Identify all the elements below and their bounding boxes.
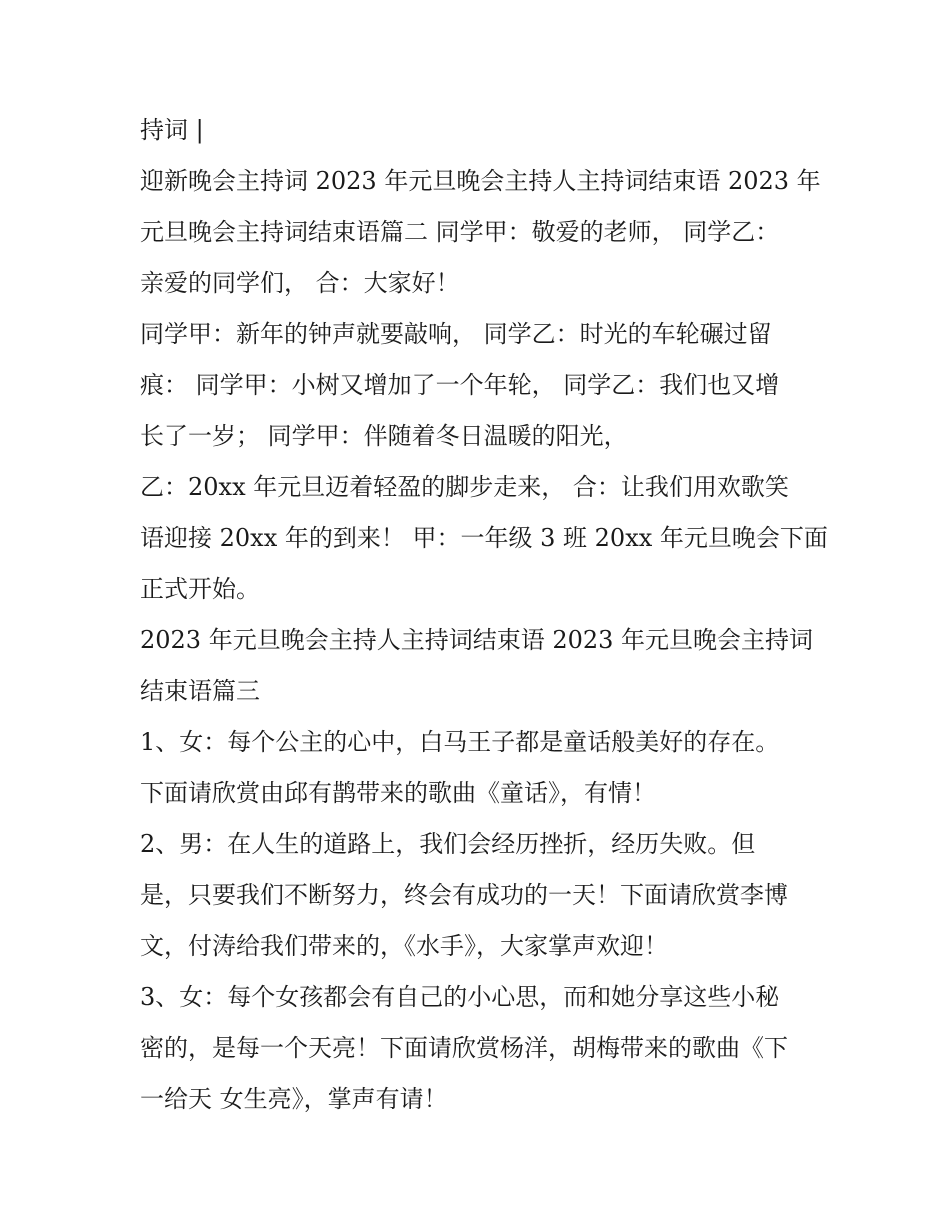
text-line: 是，只要我们不断努力，终会有成功的一天！下面请欣赏李博 <box>140 881 788 909</box>
paragraph-8 <box>140 972 830 1125</box>
paragraph-5 <box>140 615 830 717</box>
text-line: 亲爱的同学们， 合：大家好！ <box>140 269 460 297</box>
text-line: 结束语篇三 <box>140 677 260 705</box>
text-line: 密的，是每一个天亮！下面请欣赏杨洋，胡梅带来的歌曲《下 <box>140 1034 788 1062</box>
paragraph-7 <box>140 819 830 972</box>
paragraph-1 <box>140 105 830 156</box>
paragraph-2 <box>140 156 830 309</box>
document-body <box>140 105 830 1125</box>
text-line: 下面请欣赏由邱有鹊带来的歌曲《童话》，有情！ <box>140 779 656 807</box>
text-line: 语迎接 20xx 年的到来！ 甲：一年级 3 班 20xx 年元旦晚会下面 <box>140 524 828 552</box>
text-line: 3、女：每个女孩都会有自己的小心思，而和她分享这些小秘 <box>140 983 780 1011</box>
text-line: 同学甲：新年的钟声就要敲响， 同学乙：时光的车轮碾过留 <box>140 320 772 348</box>
text-line: 一给天 女生亮》，掌声有请！ <box>140 1085 448 1113</box>
text-line: 痕： 同学甲：小树又增加了一个年轮， 同学乙：我们也又增 <box>140 371 780 399</box>
paragraph-3 <box>140 309 830 462</box>
paragraph-6 <box>140 717 830 819</box>
text-line: 2、男：在人生的道路上，我们会经历挫折，经历失败。但 <box>140 830 756 858</box>
text-line: 文，付涛给我们带来的，《水手》，大家掌声欢迎！ <box>140 932 668 960</box>
text-line: 元旦晚会主持词结束语篇二 同学甲：敬爱的老师， 同学乙： <box>140 218 780 246</box>
text-line: 持词 | <box>140 116 204 144</box>
text-line: 正式开始。 <box>140 575 260 603</box>
text-line: 迎新晚会主持词 2023 年元旦晚会主持人主持词结束语 2023 年 <box>140 167 821 195</box>
text-line: 乙：20xx 年元旦迈着轻盈的脚步走来， 合：让我们用欢歌笑 <box>140 473 789 501</box>
text-line: 长了一岁； 同学甲：伴随着冬日温暖的阳光， <box>140 422 628 450</box>
text-line: 1、女：每个公主的心中，白马王子都是童话般美好的存在。 <box>140 728 780 756</box>
paragraph-4 <box>140 462 830 615</box>
text-line: 2023 年元旦晚会主持人主持词结束语 2023 年元旦晚会主持词 <box>140 626 814 654</box>
